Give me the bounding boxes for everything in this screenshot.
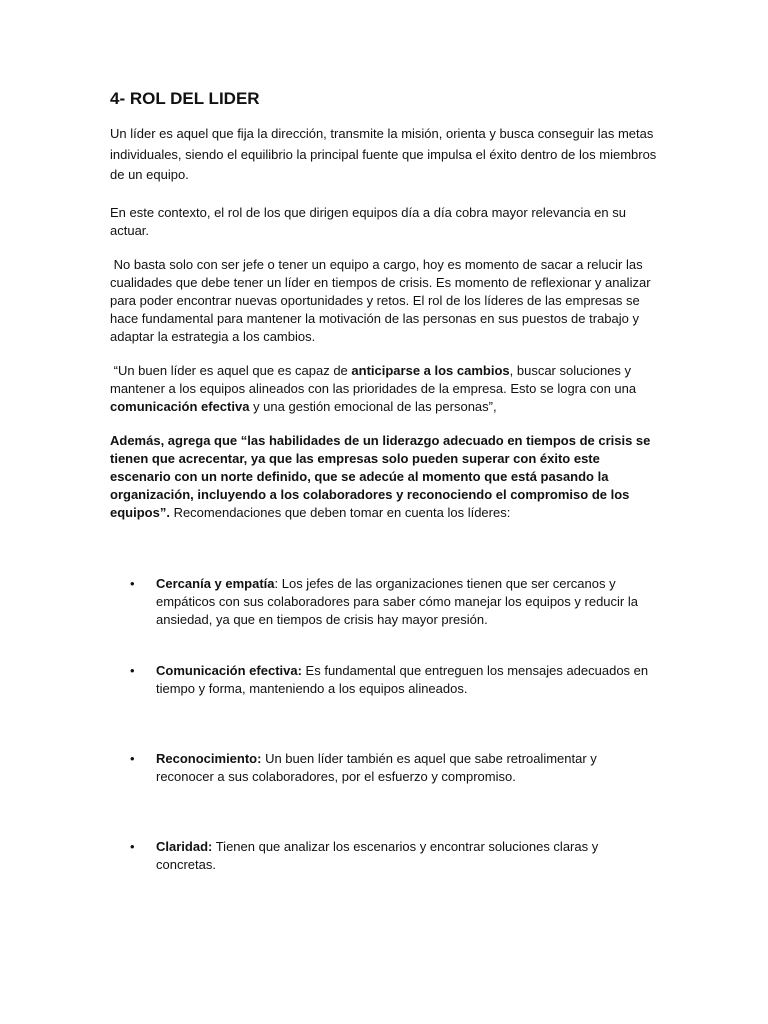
list-item-title: Comunicación efectiva: [156,663,302,678]
paragraph-additional [110,432,660,522]
quote-bold-2: comunicación efectiva [110,398,250,414]
paragraph-crisis: No basta solo con ser jefe o tener un equipo a cargo, hoy es momento de sacar a relucir las cualidades que debe tener un líder en tiempos de crisis. Es momento de reflexionar y analizar para poder encontrar nuevas oportunidades y retos. El rol de los líderes de las empresas se hace fundamental para mantener la motivación de las personas en sus puestos de trabajo y adaptar la estrategia a los cambios. [110,256,655,344]
list-item-description: Un buen líder también es aquel que sabe retroalimentar y reconocer a sus colaboradores, por el esfuerzo y compromiso. [156,751,597,784]
document-body [110,88,660,522]
list-item-description: Es fundamental que entreguen los mensajes adecuados en tiempo y forma, manteniendo a los equipos alineados. [156,663,649,696]
quote-text-2: , buscar soluciones y mantener a los equipos alineados con las prioridades de la empresa. Esto se logra con una [110,362,640,396]
list-item-description: : Los jefes de las organizaciones tienen que ser cercanos y empáticos con sus colaboradores para saber cómo manejar los equipos y reducir la ansiedad, ya que en tiempos de crisis hay mayor presión. [156,576,638,627]
list-item-text [156,662,656,698]
list-item-title: Reconocimiento: [156,751,262,766]
bullet-icon: • [130,576,135,591]
paragraph-definition: Un líder es aquel que fija la dirección, transmite la misión, orienta y busca conseguir las metas individuales, siendo el equilibrio la principal fuente que impulsa el éxito dentro de los miembros de un equipo. [110,126,657,182]
list-item-title: Claridad: [156,839,213,854]
additional-bold-text: Además, agrega que “las habilidades de un liderazgo adecuado en tiempos de crisis se tienen que acrecentar, ya que las empresas solo pueden superar con éxito este escenario con un norte definido, que se adecúe al momento que está pasando la organización, incluyendo a los colaboradores y reconociendo el compromiso de los equipos”. [110,432,651,520]
quote-text-3: y una gestión emocional de las personas”, [249,398,497,414]
paragraph-quote [110,362,660,416]
paragraph-context: En este contexto, el rol de los que dirigen equipos día a día cobra mayor relevancia en su actuar. [110,204,626,238]
bullet-icon: • [130,663,135,678]
list-item-text [156,750,656,786]
page-title: 4- ROL DEL LIDER [110,89,260,108]
quote-bold-1: anticiparse a los cambios [351,362,510,378]
additional-normal-text: Recomendaciones que deben tomar en cuenta los líderes: [169,504,511,520]
bullet-icon: • [130,751,135,766]
quote-text-1: “Un buen líder es aquel que es capaz de [110,362,352,378]
list-item-text [156,838,656,874]
bullet-icon: • [130,839,135,854]
list-item-description: Tienen que analizar los escenarios y encontrar soluciones claras y concretas. [156,839,599,872]
list-item-text [156,575,656,629]
list-item-title: Cercanía y empatía [156,576,275,591]
